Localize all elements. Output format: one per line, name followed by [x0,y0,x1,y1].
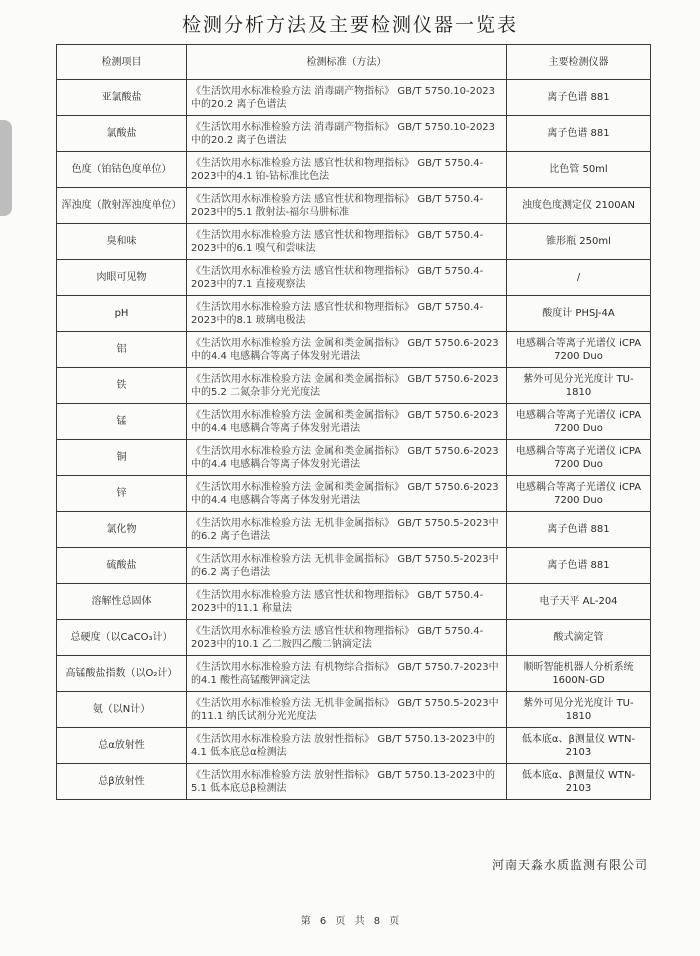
test-item-cell: 亚氯酸盐 [57,80,187,116]
method-cell: 《生活饮用水标准检验方法 放射性指标》 GB/T 5750.13-2023中的4.1 低本底总α检测法 [187,728,507,764]
method-cell: 《生活饮用水标准检验方法 感官性状和物理指标》 GB/T 5750.4-2023中的10.1 乙二胺四乙酸二钠滴定法 [187,620,507,656]
test-item-cell: 总α放射性 [57,728,187,764]
test-item-cell: 臭和味 [57,224,187,260]
method-cell: 《生活饮用水标准检验方法 感官性状和物理指标》 GB/T 5750.4-2023中的8.1 玻璃电极法 [187,296,507,332]
method-cell: 《生活饮用水标准检验方法 无机非金属指标》 GB/T 5750.5-2023中的11.1 纳氏试剂分光光度法 [187,692,507,728]
header-method: 检测标准（方法） [187,45,507,80]
table-row [57,404,651,440]
instrument-cell: 酸度计 PHSJ-4A [507,296,651,332]
table-row [57,764,651,800]
instrument-cell: 电感耦合等离子光谱仪 iCPA 7200 Duo [507,332,651,368]
table-row [57,188,651,224]
instrument-cell: 酸式滴定管 [507,620,651,656]
test-item-cell: 铁 [57,368,187,404]
test-item-cell: 色度（铂钴色度单位） [57,152,187,188]
table-row [57,692,651,728]
test-item-cell: 铜 [57,440,187,476]
instrument-cell: 浊度色度测定仪 2100AN [507,188,651,224]
method-cell: 《生活饮用水标准检验方法 感官性状和物理指标》 GB/T 5750.4-2023中的11.1 称量法 [187,584,507,620]
table-row [57,656,651,692]
instrument-cell: 离子色谱 881 [507,116,651,152]
table-row [57,332,651,368]
table-row [57,224,651,260]
instrument-cell: 低本底α、β测量仪 WTN-2103 [507,764,651,800]
edge-handle[interactable] [0,120,12,216]
instrument-cell: 电感耦合等离子光谱仪 iCPA 7200 Duo [507,476,651,512]
method-cell: 《生活饮用水标准检验方法 感官性状和物理指标》 GB/T 5750.4-2023中的5.1 散射法-福尔马肼标准 [187,188,507,224]
test-item-cell: 氯酸盐 [57,116,187,152]
instrument-cell: 离子色谱 881 [507,80,651,116]
test-item-cell: 总β放射性 [57,764,187,800]
table-row [57,80,651,116]
method-cell: 《生活饮用水标准检验方法 金属和类金属指标》 GB/T 5750.6-2023中的4.4 电感耦合等离子体发射光谱法 [187,332,507,368]
instrument-cell: 紫外可见分光光度计 TU-1810 [507,368,651,404]
instrument-cell: 低本底α、β测量仪 WTN-2103 [507,728,651,764]
method-cell: 《生活饮用水标准检验方法 无机非金属指标》 GB/T 5750.5-2023中的6.2 离子色谱法 [187,512,507,548]
test-item-cell: 高锰酸盐指数（以O₂计） [57,656,187,692]
header-instrument: 主要检测仪器 [507,45,651,80]
method-cell: 《生活饮用水标准检验方法 感官性状和物理指标》 GB/T 5750.4-2023中的7.1 直接观察法 [187,260,507,296]
test-item-cell: 硫酸盐 [57,548,187,584]
table-row [57,548,651,584]
instrument-cell: 锥形瓶 250ml [507,224,651,260]
instrument-cell: 紫外可见分光光度计 TU-1810 [507,692,651,728]
test-item-cell: 锰 [57,404,187,440]
instrument-cell: 电感耦合等离子光谱仪 iCPA 7200 Duo [507,404,651,440]
method-cell: 《生活饮用水标准检验方法 感官性状和物理指标》 GB/T 5750.4-2023中的6.1 嗅气和尝味法 [187,224,507,260]
method-cell: 《生活饮用水标准检验方法 放射性指标》 GB/T 5750.13-2023中的5.1 低本底总β检测法 [187,764,507,800]
method-cell: 《生活饮用水标准检验方法 金属和类金属指标》 GB/T 5750.6-2023中的5.2 二氮杂菲分光光度法 [187,368,507,404]
table-header-row [57,45,651,80]
method-cell: 《生活饮用水标准检验方法 消毒副产物指标》 GB/T 5750.10-2023中的20.2 离子色谱法 [187,80,507,116]
test-item-cell: 铝 [57,332,187,368]
test-item-cell: 氨（以N计） [57,692,187,728]
instrument-cell: 离子色谱 881 [507,548,651,584]
instrument-cell: 离子色谱 881 [507,512,651,548]
table-row [57,368,651,404]
table-row [57,620,651,656]
test-item-cell: 浑浊度（散射浑浊度单位） [57,188,187,224]
method-cell: 《生活饮用水标准检验方法 金属和类金属指标》 GB/T 5750.6-2023中的4.4 电感耦合等离子体发射光谱法 [187,440,507,476]
table-row [57,440,651,476]
method-cell: 《生活饮用水标准检验方法 消毒副产物指标》 GB/T 5750.10-2023中的20.2 离子色谱法 [187,116,507,152]
table-row [57,152,651,188]
header-item: 检测项目 [57,45,187,80]
methods-table [56,44,651,800]
instrument-cell: 电感耦合等离子光谱仪 iCPA 7200 Duo [507,440,651,476]
company-name: 河南天淼水质监测有限公司 [491,858,648,872]
test-item-cell: 氯化物 [57,512,187,548]
table-row [57,116,651,152]
table-row [57,260,651,296]
method-cell: 《生活饮用水标准检验方法 金属和类金属指标》 GB/T 5750.6-2023中的4.4 电感耦合等离子体发射光谱法 [187,404,507,440]
table-row [57,296,651,332]
instrument-cell: 比色管 50ml [507,152,651,188]
method-cell: 《生活饮用水标准检验方法 无机非金属指标》 GB/T 5750.5-2023中的6.2 离子色谱法 [187,548,507,584]
test-item-cell: 总硬度（以CaCO₃计） [57,620,187,656]
test-item-cell: 锌 [57,476,187,512]
test-item-cell: pH [57,296,187,332]
method-cell: 《生活饮用水标准检验方法 金属和类金属指标》 GB/T 5750.6-2023中的4.4 电感耦合等离子体发射光谱法 [187,476,507,512]
instrument-cell: 顺昕智能机器人分析系统 1600N-GD [507,656,651,692]
table-row [57,584,651,620]
table-row [57,476,651,512]
test-item-cell: 溶解性总固体 [57,584,187,620]
method-cell: 《生活饮用水标准检验方法 感官性状和物理指标》 GB/T 5750.4-2023中的4.1 铂-钴标准比色法 [187,152,507,188]
instrument-cell: 电子天平 AL-204 [507,584,651,620]
page-number: 第 6 页 共 8 页 [300,916,400,927]
test-item-cell: 肉眼可见物 [57,260,187,296]
method-cell: 《生活饮用水标准检验方法 有机物综合指标》 GB/T 5750.7-2023中的4.1 酸性高锰酸钾滴定法 [187,656,507,692]
table-row [57,512,651,548]
instrument-cell: / [507,260,651,296]
table-row [57,728,651,764]
page-title: 检测分析方法及主要检测仪器一览表 [181,14,518,36]
